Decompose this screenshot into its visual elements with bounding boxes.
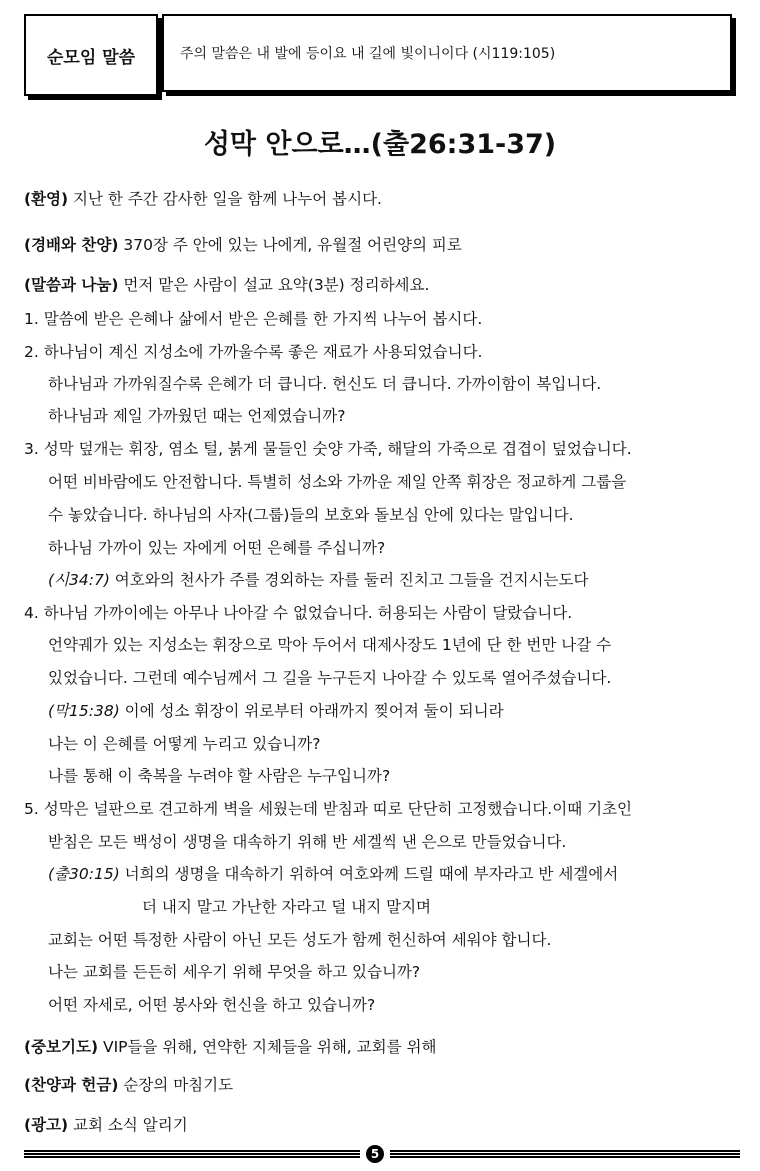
section-label: 순모임 말씀 xyxy=(24,14,158,96)
question-5-line: 받침은 모든 백성이 생명을 대속하기 위해 반 세겔씩 낸 은으로 만들었습니다. xyxy=(48,833,567,851)
footer xyxy=(24,1145,740,1165)
word-line: (말씀과 나눔) 먼저 맡은 사람이 설교 요약(3분) 정리하세요. xyxy=(24,276,430,294)
footer-rule-right xyxy=(390,1150,740,1158)
footer-rule-left xyxy=(24,1150,360,1158)
question-3-line: 하나님 가까이 있는 자에게 어떤 은혜를 주십니까? xyxy=(48,539,386,557)
question-3-line: 어떤 비바람에도 안전합니다. 특별히 성소와 가까운 제일 안쪽 휘장은 정교하게 그룹을 xyxy=(48,473,627,491)
scripture-quote: (시34:7) 여호와의 천사가 주를 경외하는 자를 둘러 진치고 그들을 건지시는도다 xyxy=(48,571,589,589)
question-4-line: 언약궤가 있는 지성소는 휘장으로 막아 두어서 대제사장도 1년에 단 한 번만 나갈 수 xyxy=(48,636,612,654)
question-3: 3. 성막 덮개는 휘장, 염소 털, 붉게 물들인 숫양 가죽, 해달의 가죽으로 겹겹이 덮었습니다. xyxy=(24,440,632,458)
question-5: 5. 성막은 널판으로 견고하게 벽을 세웠는데 받침과 띠로 단단히 고정했습니다.이때 기초인 xyxy=(24,800,633,818)
worship-line: (경배와 찬양) 370장 주 안에 있는 나에게, 유월절 어린양의 피로 xyxy=(24,236,462,254)
welcome-line: (환영) 지난 한 주간 감사한 일을 함께 나누어 봅시다. xyxy=(24,190,382,208)
header xyxy=(24,14,740,100)
page-title: 성막 안으로…(출26:31-37) xyxy=(203,129,557,160)
question-5-line: 어떤 자세로, 어떤 봉사와 헌신을 하고 있습니까? xyxy=(48,996,376,1014)
question-3-line: 수 놓았습니다. 하나님의 사자(그룹)들의 보호와 돌보심 안에 있다는 말입니다. xyxy=(48,506,574,524)
scripture-quote: (출30:15) 너희의 생명을 대속하기 위하여 여호와께 드릴 때에 부자라고 반 세겔에서 xyxy=(48,865,619,883)
question-5-line: 교회는 어떤 특정한 사람이 아닌 모든 성도가 함께 헌신하여 세워야 합니다. xyxy=(48,931,552,949)
question-2: 2. 하나님이 계신 지성소에 가까울수록 좋은 재료가 사용되었습니다. xyxy=(24,343,483,361)
question-4-line: 있었습니다. 그런데 예수님께서 그 길을 누구든지 나아갈 수 있도록 열어주셨습니다. xyxy=(48,669,612,687)
question-4-line: 나를 통해 이 축복을 누려야 할 사람은 누구입니까? xyxy=(48,767,391,785)
page-number: 5 xyxy=(366,1145,384,1163)
scripture-quote-cont: 더 내지 말고 가난한 자라고 덜 내지 말지며 xyxy=(142,898,432,916)
question-4: 4. 하나님 가까이에는 아무나 나아갈 수 없었습니다. 허용되는 사람이 달랐습니다. xyxy=(24,604,573,622)
scripture-quote: (막15:38) 이에 성소 휘장이 위로부터 아래까지 찢어져 둘이 되니라 xyxy=(48,702,504,720)
question-2-line: 하나님과 가까워질수록 은혜가 더 큽니다. 헌신도 더 큽니다. 가까이함이 복입니다. xyxy=(48,375,602,393)
question-2-line: 하나님과 제일 가까웠던 때는 언제였습니까? xyxy=(48,407,346,425)
question-1: 1. 말씀에 받은 은혜나 삶에서 받은 은혜를 한 가지씩 나누어 봅시다. xyxy=(24,310,483,328)
offering-line: (찬양과 헌금) 순장의 마침기도 xyxy=(24,1076,234,1094)
question-5-line: 나는 교회를 든든히 세우기 위해 무엇을 하고 있습니까? xyxy=(48,963,421,981)
notice-line: (광고) 교회 소식 알리기 xyxy=(24,1116,188,1134)
theme-verse: 주의 말씀은 내 발에 등이요 내 길에 빛이니이다 (시119:105) xyxy=(162,14,732,92)
question-4-line: 나는 이 은혜를 어떻게 누리고 있습니까? xyxy=(48,735,321,753)
prayer-line: (중보기도) VIP들을 위해, 연약한 지체들을 위해, 교회를 위해 xyxy=(24,1038,437,1056)
